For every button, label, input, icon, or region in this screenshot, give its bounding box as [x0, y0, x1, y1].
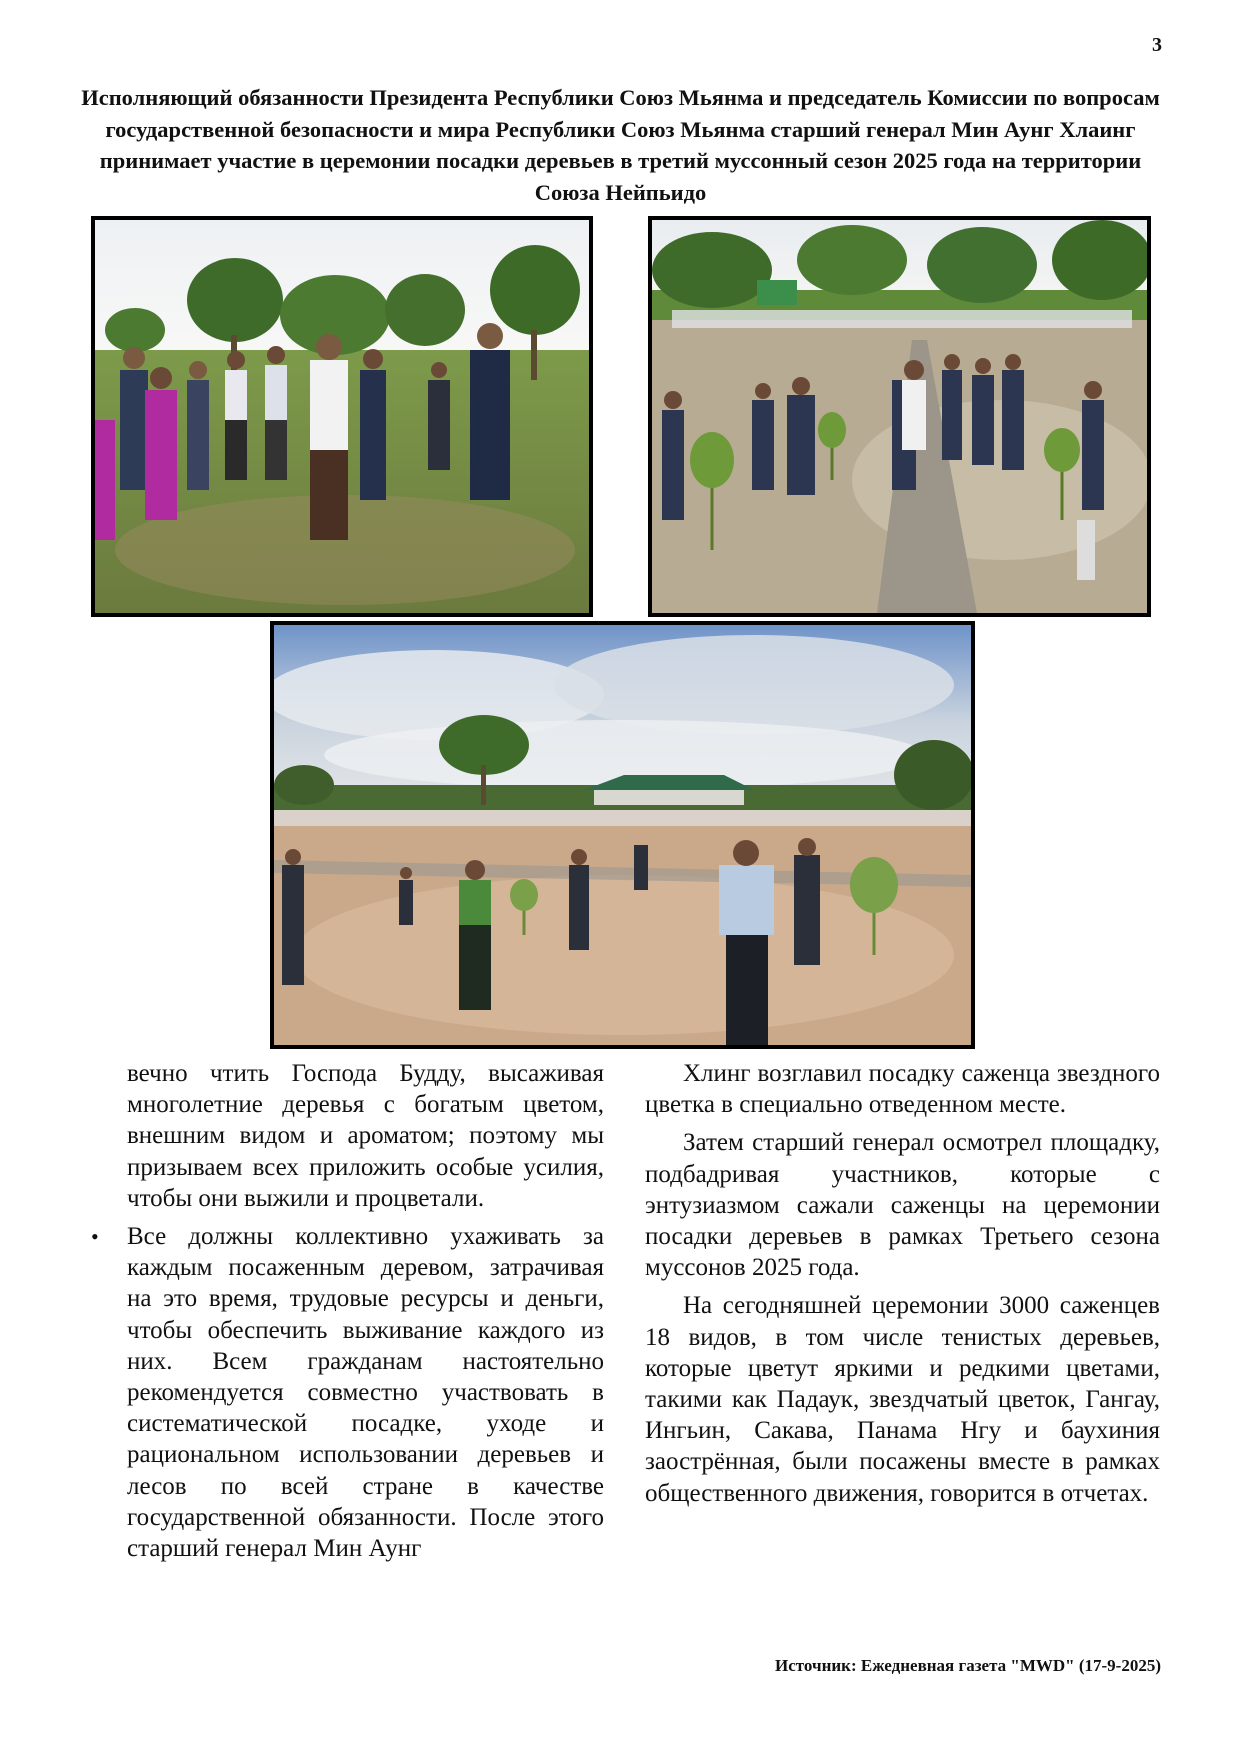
page-number: 3 [1152, 34, 1162, 56]
right-paragraph-3: На сегодняшней церемонии 3000 саженцев 18 видов, в том числе тенистых деревьев, которые цветут яркими и редкими цветами, такими как Падаук, звездчатый цветок, Гангау, Ингьин, Сакава, Панама Нгу и баухиния заострённая, были посажены вместе в рамках общественного движения, говорится в отчетах. [645, 1292, 1160, 1507]
photo-wide-field [270, 621, 975, 1049]
article-source: Источник: Ежедневная газета "MWD" (17-9-2025) [775, 1656, 1161, 1675]
photo-wide-field-image [274, 625, 971, 1045]
photo-officials-path-image [652, 220, 1147, 613]
photo-officials-path [648, 216, 1151, 617]
article-column-left [91, 1058, 604, 1564]
left-paragraph-1: вечно чтить Господа Будду, высаживая многолетние деревья с богатым цветом, внешним видом и ароматом; поэтому мы призываем всех приложить особые усилия, чтобы они выжили и процветали. [127, 1060, 604, 1212]
right-paragraph-2: Затем старший генерал осмотрел площадку, подбадривая участников, которые с энтузиазмом сажали саженцы на церемонии посадки деревьев в рамках Третьего сезона муссонов 2025 года. [645, 1129, 1160, 1282]
article-headline: Исполняющий обязанности Президента Республики Союз Мьянма и председатель Комиссии по вопросам государственной безопасности и мира Республики Союз Мьянма старший генерал Мин Аунг Хлаинг принимает участие в церемонии посадки деревьев в третий муссонный сезон 2025 года на территории Союза Нейпьидо [81, 85, 1160, 205]
article-column-right [645, 1058, 1160, 1509]
photo-officials-planting-image [95, 220, 589, 613]
left-paragraph-2 [91, 1221, 604, 1564]
photo-officials-planting [91, 216, 593, 617]
bullet-icon: • [91, 1224, 99, 1250]
right-paragraph-1: Хлинг возглавил посадку саженца звездного цветка в специально отведенном месте. [645, 1060, 1160, 1119]
left-paragraph-2-text: Все должны коллективно ухаживать за каждым посаженным деревом, затрачивая на это время, трудовые ресурсы и деньги, чтобы обеспечить выживание каждого из них. Всем гражданам настоятельно рекомендуется совместно участвовать в систематической посадке, уходе и рациональном использовании деревьев и лесов по всей стране в качестве государственной обязанности. После этого старший генерал Мин Аунг [127, 1223, 604, 1563]
